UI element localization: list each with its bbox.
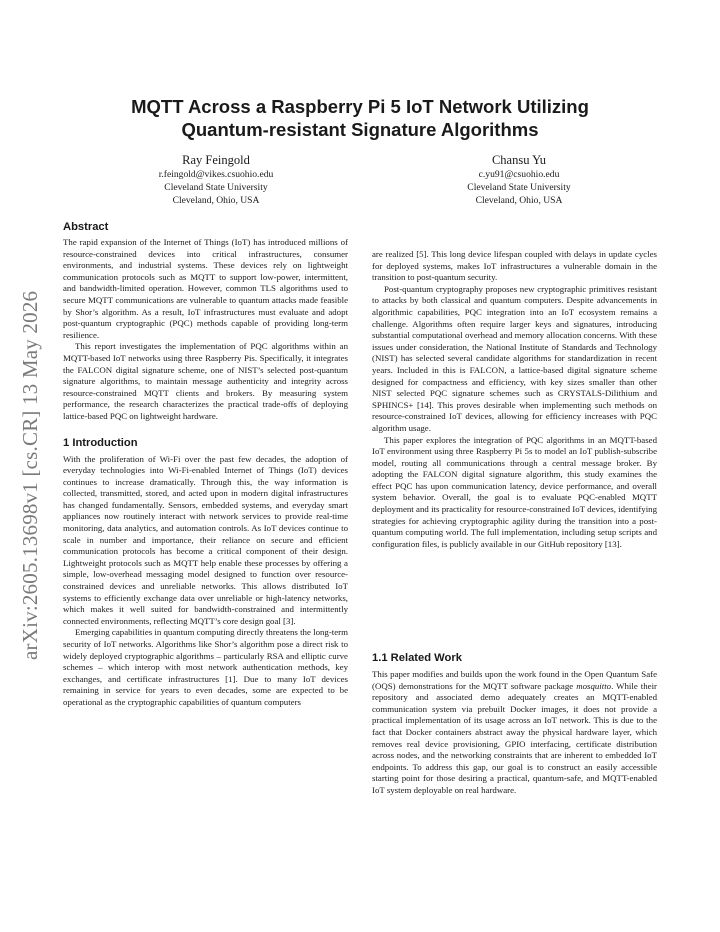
intro-paragraph-4: This paper explores the integration of PQC algorithms in an MQTT-based IoT environment using three Raspberry Pi 5s to model an IoT publish-subscribe model, routing all communications through a central message broker. By adopting the FALCON digital signature algorithm, this study examines the effect PQC has upon communication latency, device performance, and overall system behavior. Overall, the goal is to evaluate PQC-enabled MQTT deployment and its practicality for resource-constrained IoT devices, identifying strategies for achieving cryptographic agility during the transition into a post-quantum computing world. The full implementation, including setup scripts and configuration files, is publicly available in our GitHub repository [13]. [372,434,657,549]
intro-paragraph-2: Emerging capabilities in quantum computing directly threatens the long-term security of IoT networks. Algorithms like Shor’s algorithm pose a direct risk to widely deployed cryptographic algorithms – particularly RSA and elliptic curve schemes – which interop with most network authentication methods, key exchanges, and certificate infrastructures [1]. Due to many IoT devices remaining in service for years to even decades, some are expected to be operational as the cryptographic capabilities of quantum computers [63,627,348,707]
intro-paragraph-2-continued: are realized [5]. This long device lifespan coupled with delays in update cycles for deployed systems, makes IoT infrastructures a vulnerable domain in the transition to post-quantum security. [372,249,657,283]
author-block-1 [106,152,326,207]
left-column [63,220,348,709]
author-location: Cleveland, Ohio, USA [475,195,563,206]
author-block-2 [409,152,629,207]
related-work-text-1: This paper modifies and builds upon the work found in the Open Quantum Safe (OQS) demonstrations for the MQTT software package [372,669,657,691]
related-work-heading: 1.1 Related Work [372,652,462,664]
abstract-paragraph-1: The rapid expansion of the Internet of Things (IoT) has introduced millions of resource-constrained devices into critical infrastructures, consumer environments, and industrial systems. These devices rely on lightweight communication protocols such as MQTT to support low-power, intermittent, and bandwidth-limited operation. However, common TLS algorithms used to secure MQTT communications are vulnerable to quantum attacks made feasible by Shor’s algorithm. As a result, IoT infrastructures must evaluate and adopt post-quantum cryptographic (PQC) methods capable of providing long-term resilience. [63,237,348,340]
abstract-heading: Abstract [63,221,109,233]
author-affiliation: Cleveland State University [164,182,268,193]
author-name: Chansu Yu [491,153,547,167]
author-email[interactable]: c.yu91@csuohio.edu [478,169,560,180]
mosquitto-package-name: mosquitto [576,680,612,691]
author-affiliation: Cleveland State University [467,182,571,193]
intro-paragraph-1: With the proliferation of Wi-Fi over the past few decades, the adoption of everyday technologies into Wi-Fi-enabled Internet of Things (IoT) devices continues to increase dramatically. Through this, the way information is collected, transmitted, stored, and acted upon in modern digital infrastructures has changed fundamentally. Sensors, embedded systems, and everyday smart appliances now routinely interact with network services to provide real-time monitoring, data analytics, and automation controls. As IoT devices continue to scale in number and importance, their reliance on secure and efficient communication protocols has become a critical component of their design. Lightweight protocols such as MQTT help enable these processes by offering a simple, low-overhead messaging model designed to function over resource-constrained devices and unreliable networks. This allows distributed IoT systems to efficiently exchange data over unreliable or high-latency networks, which makes it well suited for bandwidth-constrained and intermittently connected environments, reflecting MQTT’s core design goal [3]. [63,453,348,626]
author-name: Ray Feingold [182,153,250,167]
related-work-paragraph [372,669,657,797]
title-line-2: Quantum-resistant Signature Algorithms [181,119,539,140]
title-line-1: MQTT Across a Raspberry Pi 5 IoT Network Utilizing [131,96,589,117]
paper-title [60,95,660,141]
related-work-section [372,651,657,797]
author-location: Cleveland, Ohio, USA [172,195,260,206]
abstract-paragraph-2: This report investigates the implementation of PQC algorithms within an MQTT-based IoT networks using three Raspberry Pis. Specifically, it integrates the FALCON digital signature scheme, one of NIST’s selected post-quantum signature algorithms, to maintain message authenticity and integrity across resource-constrained MQTT clients and brokers. By measuring system performance, the research characterizes the practical trade-offs of deploying lattice-based PQC on lightweight hardware. [63,341,348,421]
introduction-heading: 1 Introduction [63,436,138,449]
right-column [372,249,657,550]
author-email[interactable]: r.feingold@vikes.csuohio.edu [158,169,274,180]
related-work-text-2: . While their repository and associated demo adequately creates an MQTT-enabled communication system via prebuilt Docker images, it does not provide a practical implementation of its usage across an IoT network. This is due to the fact that Docker containers abstract away the physical hardware layer, which removes real device provisioning, GPIO interfacing, certificate distribution across nodes, and the networking constraints that are inherent to embedded IoT endpoints. To address this gap, our goal is to construct an easily accessible starting point for those desiring a practical, quantum-safe, and MQTT-enabled IoT system deployable on real hardware. [372,680,657,795]
arxiv-identifier[interactable]: arXiv:2605.13698v1 [cs.CR] 13 May 2026 [18,290,42,660]
intro-paragraph-3: Post-quantum cryptography proposes new cryptographic primitives resistant to attacks by both classical and quantum computers. Despite advancements in algorithmic capabilities, PQC integration into an IoT ecosystem remains a challenge. Algorithms often require larger keys and signatures, introducing substantial computational overhead and memory allocation concerns. With these issues under consideration, the National Institute of Standards and Technology (NIST) has selected several candidate algorithms for standardization in recent years. Included in this is FALCON, a lattice-based digital signature scheme designed for compactness and efficiency, with key sizes smaller than other NIST selected PQC signature schemes such as CRYSTALS-Dilithium and SPHINCS+ [14]. This proves desirable when implementing such methods on resource-constrained IoT devices, allowing for efficiency increases with PQC algorithm usage. [372,283,657,433]
